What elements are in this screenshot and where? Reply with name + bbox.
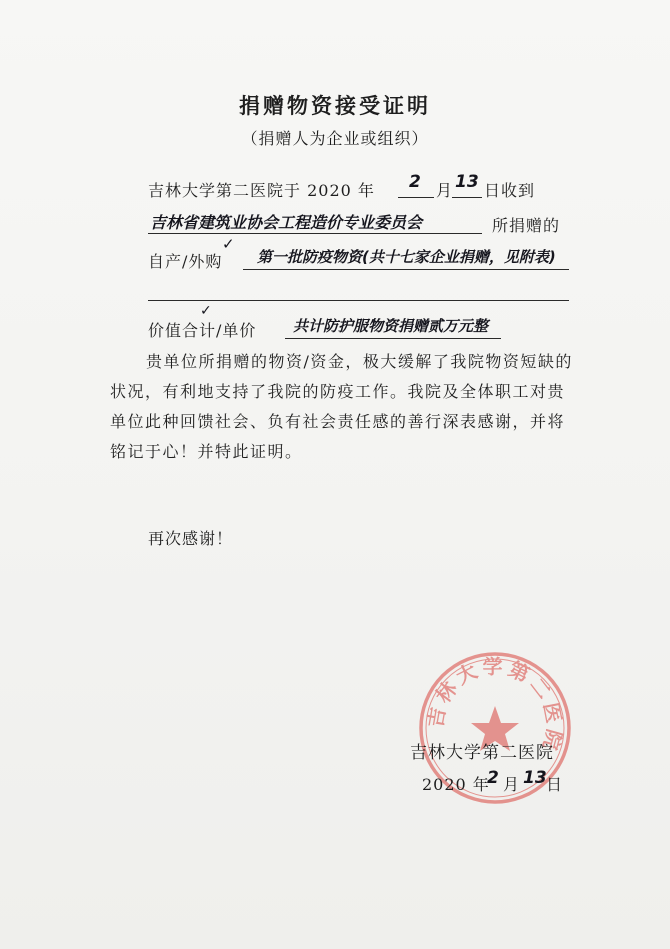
items-underline — [243, 269, 569, 270]
thanks-paragraph: 贵单位所捐赠的物资/资金，极大缓解了我院物资短缺的状况，有利地支持了我院的防疫工作。我院及全体职工对贵单位此种回馈社会、负有社会责任感的善行深表感谢，并将铭记于心！并特此证明。 — [110, 352, 573, 461]
value-underline — [285, 338, 501, 339]
thanks-closing: 再次感谢！ — [148, 529, 234, 548]
signature-org: 吉林大学第二医院 — [410, 743, 554, 763]
source-type-label: 自产/外购 — [148, 252, 223, 271]
donor-name-handwritten: 吉林省建筑业协会工程造价专业委员会 — [150, 213, 423, 232]
value-label: 价值合计/单价 — [148, 321, 257, 340]
document-subtitle: （捐赠人为企业或组织） — [241, 129, 429, 148]
seal-text: 吉林大学第二医院 — [422, 654, 567, 757]
source-check-mark: ✓ — [222, 235, 235, 253]
receipt-month-handwritten: 2 — [409, 172, 421, 192]
value-handwritten: 共计防护服物资捐赠贰万元整 — [293, 317, 489, 335]
month-underline — [398, 197, 434, 198]
receipt-month-unit: 月 — [436, 181, 454, 200]
signature-month-handwritten: 2 — [487, 768, 499, 788]
signature-date-prefix: 2020 年 — [422, 775, 490, 794]
signature-day-handwritten: 13 — [523, 768, 547, 788]
document-title: 捐赠物资接受证明 — [239, 93, 431, 118]
donor-underline — [148, 233, 482, 234]
signature-day-unit: 日 — [546, 775, 564, 794]
receipt-date-prefix: 吉林大学第二医院于 2020 年 — [148, 181, 375, 200]
donor-suffix: 所捐赠的 — [492, 216, 561, 235]
day-underline — [452, 197, 482, 198]
value-check-mark: ✓ — [200, 303, 212, 319]
donated-items-handwritten: 第一批防疫物资(共十七家企业捐赠，见附表) — [257, 248, 556, 266]
receipt-date-suffix: 日收到 — [484, 181, 536, 200]
items-extra-underline — [148, 300, 569, 301]
receipt-day-handwritten: 13 — [455, 172, 479, 192]
signature-month-unit: 月 — [503, 775, 521, 794]
